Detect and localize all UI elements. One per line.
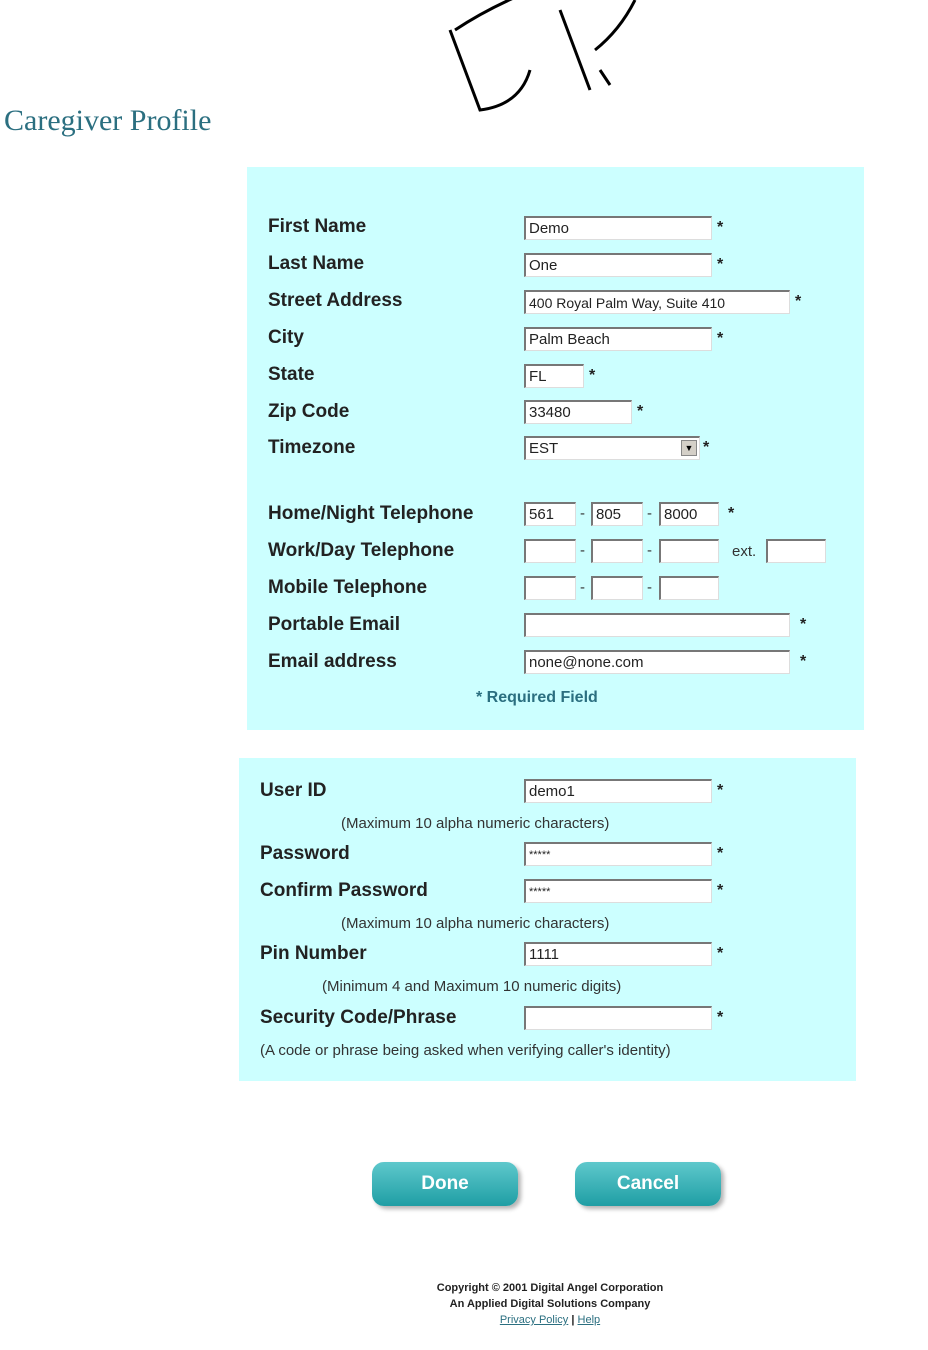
page-title: Caregiver Profile <box>4 104 212 137</box>
required-marker: * <box>717 882 724 899</box>
phone-separator: - <box>580 542 585 559</box>
pin-hint: (Minimum 4 and Maximum 10 numeric digits) <box>322 978 622 995</box>
first-name-input[interactable]: Demo <box>524 216 712 240</box>
timezone-select[interactable] <box>524 436 700 460</box>
user-id-input[interactable]: demo1 <box>524 779 712 803</box>
zip-code-input[interactable]: 33480 <box>524 400 632 424</box>
security-input[interactable] <box>524 1006 712 1030</box>
city-label: City <box>268 327 304 348</box>
phone-separator: - <box>647 542 652 559</box>
done-button[interactable]: Done <box>372 1162 518 1206</box>
required-field-note: * Required Field <box>476 689 598 706</box>
required-marker: * <box>703 439 710 456</box>
cancel-button[interactable]: Cancel <box>575 1162 721 1206</box>
required-marker: * <box>800 616 807 633</box>
state-label: State <box>268 364 315 385</box>
phone-separator: - <box>647 579 652 596</box>
footer-separator: | <box>571 1314 575 1326</box>
mobile-phone-prefix-input[interactable] <box>591 576 643 600</box>
state-input[interactable]: FL <box>524 364 584 388</box>
first-name-label: First Name <box>268 216 367 237</box>
work-phone-ext-input[interactable] <box>766 539 826 563</box>
work-phone-area-input[interactable] <box>524 539 576 563</box>
required-marker: * <box>717 782 724 799</box>
confirm-password-input[interactable]: ***** <box>524 879 712 903</box>
home-phone-line-input[interactable]: 8000 <box>659 502 719 526</box>
last-name-label: Last Name <box>268 253 365 274</box>
required-marker: * <box>717 219 724 236</box>
security-label: Security Code/Phrase <box>260 1007 457 1028</box>
security-hint: (A code or phrase being asked when verifying caller's identity) <box>260 1042 671 1059</box>
required-marker: * <box>717 1009 724 1026</box>
required-marker: * <box>717 945 724 962</box>
last-name-input[interactable]: One <box>524 253 712 277</box>
home-phone-area-input[interactable]: 561 <box>524 502 576 526</box>
required-marker: * <box>717 256 724 273</box>
copyright-text: Copyright © 2001 Digital Angel Corporation <box>436 1282 664 1294</box>
watermark-graphic <box>410 0 640 130</box>
pin-label: Pin Number <box>260 943 367 964</box>
city-input[interactable]: Palm Beach <box>524 327 712 351</box>
email-label: Email address <box>268 651 397 672</box>
chevron-down-icon[interactable]: ▼ <box>681 440 697 456</box>
timezone-label: Timezone <box>268 437 356 458</box>
work-phone-label: Work/Day Telephone <box>268 540 455 561</box>
mobile-phone-label: Mobile Telephone <box>268 577 428 598</box>
confirm-password-label: Confirm Password <box>260 880 428 901</box>
required-marker: * <box>795 293 802 310</box>
required-marker: * <box>728 505 735 522</box>
portable-email-label: Portable Email <box>268 614 400 635</box>
user-id-hint: (Maximum 10 alpha numeric characters) <box>341 815 610 832</box>
street-address-label: Street Address <box>268 290 403 311</box>
ext-label: ext. <box>732 543 757 560</box>
mobile-phone-line-input[interactable] <box>659 576 719 600</box>
password-hint: (Maximum 10 alpha numeric characters) <box>341 915 610 932</box>
pin-input[interactable]: 1111 <box>524 942 712 966</box>
required-marker: * <box>717 845 724 862</box>
password-input[interactable]: ***** <box>524 842 712 866</box>
privacy-policy-link[interactable]: Privacy Policy <box>499 1314 569 1326</box>
work-phone-prefix-input[interactable] <box>591 539 643 563</box>
home-phone-prefix-input[interactable]: 805 <box>591 502 643 526</box>
password-label: Password <box>260 843 350 864</box>
required-marker: * <box>717 330 724 347</box>
help-link[interactable]: Help <box>577 1314 601 1326</box>
street-address-input[interactable]: 400 Royal Palm Way, Suite 410 <box>524 290 790 314</box>
home-phone-label: Home/Night Telephone <box>268 503 474 524</box>
email-input[interactable]: none@none.com <box>524 650 790 674</box>
phone-separator: - <box>580 505 585 522</box>
mobile-phone-area-input[interactable] <box>524 576 576 600</box>
timezone-value: EST <box>529 440 559 457</box>
portable-email-input[interactable] <box>524 613 790 637</box>
required-marker: * <box>589 367 596 384</box>
phone-separator: - <box>580 579 585 596</box>
work-phone-line-input[interactable] <box>659 539 719 563</box>
required-marker: * <box>637 403 644 420</box>
company-text: An Applied Digital Solutions Company <box>449 1298 651 1310</box>
zip-code-label: Zip Code <box>268 401 350 422</box>
required-marker: * <box>800 653 807 670</box>
footer-links <box>380 1314 720 1326</box>
user-id-label: User ID <box>260 780 327 801</box>
phone-separator: - <box>647 505 652 522</box>
